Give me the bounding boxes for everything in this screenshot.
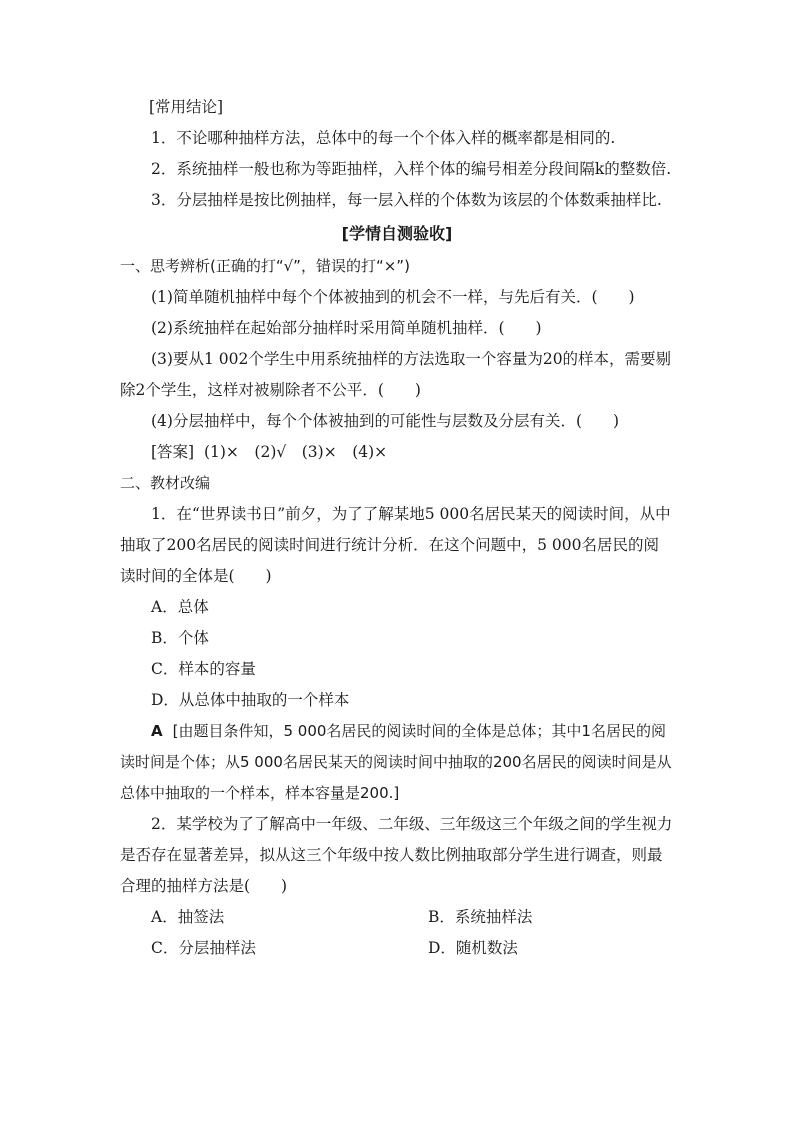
q1-explanation-text: [由题目条件知，5 000名居民的阅读时间的全体是总体；其中1名居民的阅读时间是个体；从5 000名居民某天的阅读时间中抽取的200名居民的阅读时间是从总体中抽取的一个样本，样本容量是200.] [120, 722, 672, 802]
judge-item-1: (1)简单随机抽样中每个个体被抽到的机会不一样，与先后有关．( ) [151, 288, 635, 306]
q2-options-row-1 [120, 902, 674, 933]
part2-title: 二、教材改编 [120, 474, 211, 492]
answer-label: [答案] [151, 443, 195, 461]
q2-option-d: D．随机数法 [428, 939, 518, 957]
judge-item-4: (4)分层抽样中，每个个体被抽到的可能性与层数及分层有关．( ) [151, 412, 620, 430]
q1-option-c: C．样本的容量 [151, 660, 256, 678]
q1-answer-letter: A [151, 722, 163, 740]
judge-item-3: (3)要从1 002个学生中用系统抽样的方法选取一个容量为20的样本，需要剔除2个学生，这样对被剔除者不公平．( ) [120, 350, 672, 399]
judge-item-2: (2)系统抽样在起始部分抽样时采用简单随机抽样．( ) [151, 319, 542, 337]
document-page [120, 92, 674, 964]
conclusion-heading: [常用结论] [149, 98, 224, 116]
q1-option-a: A．总体 [151, 598, 209, 616]
conclusion-item-2: 2．系统抽样一般也称为等距抽样，入样个体的编号相差分段间隔k的整数倍. [151, 160, 672, 178]
answer-row [120, 437, 674, 468]
question-2-stem: 2．某学校为了了解高中一年级、二年级、三年级这三个年级之间的学生视力是否存在显著差异，拟从这三个年级中按人数比例抽取部分学生进行调查，则最合理的抽样方法是( ) [120, 815, 673, 895]
question-1-stem: 1．在“世界读书日”前夕，为了了解某地5 000名居民某天的阅读时间，从中抽取了200名居民的阅读时间进行统计分析．在这个问题中，5 000名居民的阅读时间的全体是( ) [120, 505, 671, 585]
q1-explanation [120, 716, 674, 809]
section-heading: [学情自测验收] [341, 224, 453, 243]
conclusion-item-3: 3．分层抽样是按比例抽样，每一层入样的个体数为该层的个体数乘抽样比. [151, 191, 662, 209]
q2-options-row-2 [120, 933, 674, 964]
q2-option-b: B．系统抽样法 [428, 908, 533, 926]
q1-option-d: D．从总体中抽取的一个样本 [151, 691, 350, 709]
conclusion-item-1: 1．不论哪种抽样方法，总体中的每一个个体入样的概率都是相同的. [151, 129, 616, 147]
q2-option-a: A．抽签法 [151, 908, 225, 926]
answer-text: (1)× (2)√ (3)× (4)× [203, 443, 388, 461]
q2-option-c: C．分层抽样法 [151, 939, 256, 957]
q1-option-b: B．个体 [151, 629, 209, 647]
part1-title: 一、思考辨析(正确的打“√”，错误的打“×”) [120, 257, 410, 275]
